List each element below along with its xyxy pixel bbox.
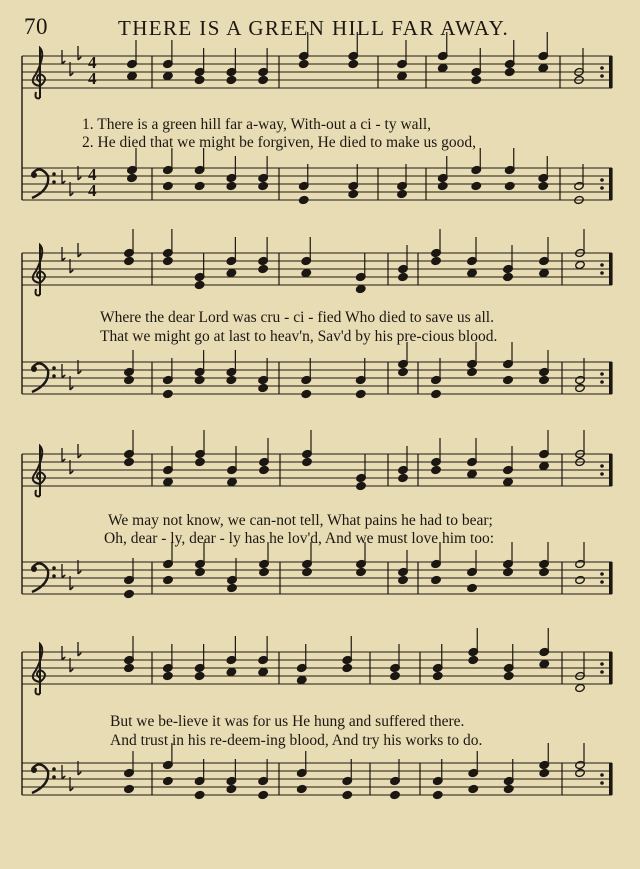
repeat-dot	[600, 263, 604, 267]
bass-clef	[52, 180, 56, 184]
note-head	[468, 655, 479, 664]
note-head	[302, 567, 313, 576]
time-signature: 4	[88, 53, 97, 72]
time-signature: 4	[88, 165, 97, 184]
note-head	[124, 457, 135, 466]
note-head	[163, 181, 174, 190]
note-head	[575, 575, 586, 584]
note-head	[467, 367, 478, 376]
note-head	[432, 790, 443, 799]
note-head	[227, 583, 238, 592]
note-head	[226, 75, 237, 84]
bass-clef	[52, 172, 56, 176]
note-head	[538, 63, 549, 72]
note-head	[124, 784, 135, 793]
note-head	[539, 461, 550, 470]
note-head	[194, 375, 205, 384]
note-head	[301, 389, 312, 398]
bar-line	[609, 454, 612, 486]
bass-clef	[52, 566, 56, 570]
bass-clef	[31, 366, 37, 372]
note-head	[259, 465, 270, 474]
note-head	[194, 280, 205, 289]
note-head	[163, 256, 174, 265]
note-head	[259, 567, 270, 576]
note-head	[468, 784, 479, 793]
note-head	[356, 481, 367, 490]
note-head	[195, 457, 206, 466]
note-head	[124, 663, 135, 672]
bass-clef	[52, 374, 56, 378]
note-head	[471, 75, 482, 84]
flat-sign	[78, 444, 81, 458]
note-head	[355, 284, 366, 293]
flat-sign	[78, 243, 81, 257]
note-head	[226, 268, 237, 277]
note-head	[163, 389, 174, 398]
note-head	[298, 195, 309, 204]
note-head	[348, 189, 359, 198]
repeat-dot	[600, 186, 604, 190]
note-head	[195, 567, 206, 576]
note-head	[437, 181, 448, 190]
time-signature: 4	[88, 181, 97, 200]
repeat-dot	[600, 271, 604, 275]
note-head	[194, 181, 205, 190]
flat-sign	[62, 170, 65, 184]
bar-line	[609, 562, 612, 594]
note-head	[503, 784, 514, 793]
note-head	[398, 367, 409, 376]
bass-clef	[31, 172, 37, 178]
hymn-title: THERE IS A GREEN HILL FAR AWAY.	[118, 16, 510, 40]
note-head	[503, 567, 514, 576]
note-head	[575, 768, 586, 777]
flat-sign	[62, 364, 65, 378]
note-head	[342, 790, 353, 799]
note-head	[431, 389, 442, 398]
note-head	[398, 473, 409, 482]
bass-clef	[31, 767, 37, 773]
note-head	[504, 181, 515, 190]
repeat-dot	[600, 464, 604, 468]
bass-clef	[52, 775, 56, 779]
bass-clef	[52, 366, 56, 370]
repeat-dot	[600, 572, 604, 576]
note-head	[298, 59, 309, 68]
note-head	[503, 671, 514, 680]
note-head	[539, 567, 550, 576]
note-head	[575, 383, 586, 392]
repeat-dot	[600, 380, 604, 384]
note-head	[539, 375, 550, 384]
note-head	[227, 477, 238, 486]
note-head	[296, 675, 307, 684]
note-head	[539, 268, 550, 277]
note-head	[503, 272, 514, 281]
repeat-dot	[600, 662, 604, 666]
note-head	[226, 181, 237, 190]
note-head	[575, 260, 586, 269]
note-head	[390, 671, 401, 680]
bass-clef	[52, 767, 56, 771]
note-head	[124, 589, 135, 598]
note-head	[258, 667, 269, 676]
note-head	[431, 465, 442, 474]
lyric-line: We may not know, we can-not tell, What pains he had to bear;	[108, 512, 493, 529]
note-head	[127, 71, 138, 80]
note-head	[226, 375, 237, 384]
note-head	[503, 477, 514, 486]
bar-line	[609, 168, 612, 200]
lyric-line: That we might go at last to heav'n, Sav'd by his pre-cious blood.	[100, 328, 498, 345]
note-head	[471, 181, 482, 190]
flat-sign	[62, 247, 65, 261]
repeat-dot	[600, 781, 604, 785]
note-head	[503, 375, 514, 384]
note-head	[575, 683, 586, 692]
page-number: 70	[24, 14, 48, 39]
lyric-line: And trust in his re-deem-ing blood, And try his works to do.	[110, 732, 483, 749]
note-head	[226, 784, 237, 793]
repeat-dot	[600, 773, 604, 777]
note-head	[194, 671, 205, 680]
note-head	[258, 181, 269, 190]
repeat-dot	[600, 670, 604, 674]
time-signature: 4	[88, 69, 97, 88]
note-head	[127, 173, 138, 182]
flat-sign	[62, 50, 65, 64]
note-head	[348, 59, 359, 68]
note-head	[539, 659, 550, 668]
note-head	[163, 575, 174, 584]
note-head	[124, 375, 135, 384]
note-head	[194, 75, 205, 84]
note-head	[467, 469, 478, 478]
note-head	[467, 268, 478, 277]
note-head	[226, 667, 237, 676]
flat-sign	[78, 642, 81, 656]
note-head	[342, 663, 353, 672]
note-head	[302, 457, 313, 466]
note-head	[356, 567, 367, 576]
note-head	[390, 790, 401, 799]
note-head	[398, 575, 409, 584]
lyric-line: But we be-lieve it was for us He hung and suffered there.	[110, 713, 465, 730]
flat-sign	[62, 765, 65, 779]
note-head	[163, 477, 174, 486]
bar-line	[609, 56, 612, 88]
note-head	[432, 671, 443, 680]
note-head	[355, 389, 366, 398]
repeat-dot	[600, 66, 604, 70]
note-head	[258, 75, 269, 84]
bar-line	[609, 253, 612, 285]
note-head	[504, 67, 515, 76]
note-head	[163, 671, 174, 680]
flat-sign	[62, 448, 65, 462]
repeat-dot	[600, 74, 604, 78]
note-head	[431, 256, 442, 265]
bar-line	[609, 362, 612, 394]
lyric-line: Oh, dear - ly, dear - ly has he lov'd, And we must love him too:	[104, 530, 495, 547]
note-head	[258, 790, 269, 799]
repeat-dot	[600, 580, 604, 584]
flat-sign	[62, 646, 65, 660]
repeat-dot	[600, 472, 604, 476]
note-head	[163, 776, 174, 785]
bass-clef	[31, 566, 37, 572]
lyric-line: 2. He died that we might be forgiven, He died to make us good,	[82, 134, 477, 151]
note-head	[258, 383, 269, 392]
repeat-dot	[600, 372, 604, 376]
note-head	[397, 71, 408, 80]
note-head	[301, 268, 312, 277]
note-head	[437, 63, 448, 72]
note-head	[163, 71, 174, 80]
lyric-line: 1. There is a green hill far a-way, With-out a ci - ty wall,	[82, 116, 432, 133]
flat-sign	[78, 46, 81, 60]
note-head	[467, 583, 478, 592]
flat-sign	[62, 564, 65, 578]
note-head	[398, 272, 409, 281]
note-head	[397, 189, 408, 198]
note-head	[258, 264, 269, 273]
bass-clef	[52, 574, 56, 578]
note-head	[539, 768, 550, 777]
lyric-line: Where the dear Lord was cru - ci - fied Who died to save us all.	[100, 309, 494, 326]
note-head	[431, 575, 442, 584]
bar-line	[609, 652, 612, 684]
note-head	[296, 784, 307, 793]
note-head	[124, 256, 135, 265]
note-head	[194, 790, 205, 799]
repeat-dot	[600, 178, 604, 182]
note-head	[538, 181, 549, 190]
bar-line	[609, 763, 612, 795]
